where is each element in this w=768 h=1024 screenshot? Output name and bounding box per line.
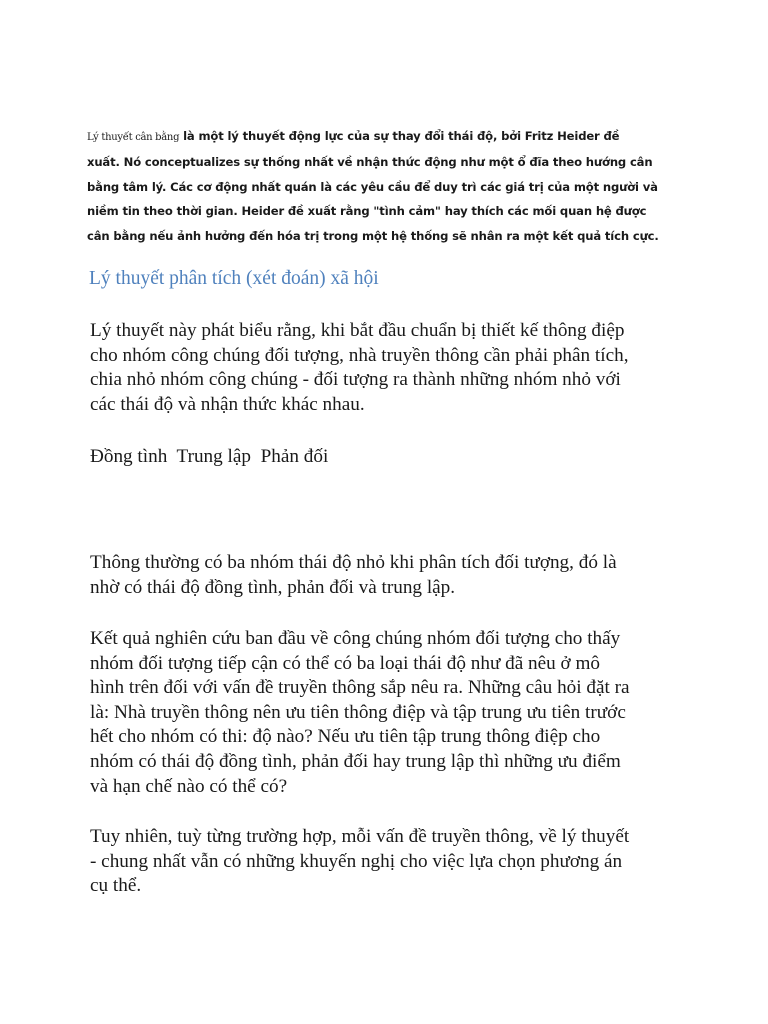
paragraph-groups [90, 551, 705, 600]
paragraph-theory [90, 319, 705, 417]
intro-line: niềm tin theo thời gian. Heider đề xuất rằng "tình cảm" hay thích các mối quan hệ được [87, 204, 647, 219]
paragraph-line: nhóm đối tượng tiếp cận có thể có ba loại thái độ như đã nêu ở mô [90, 652, 601, 674]
paragraph-recommendation [90, 825, 705, 899]
paragraph-line: Tuy nhiên, tuỳ từng trường hợp, mỗi vấn đề truyền thông, về lý thuyết [90, 826, 630, 847]
paragraph-line: Thông thường có ba nhóm thái độ nhỏ khi phân tích đối tượng, đó là [90, 552, 617, 573]
paragraph-line: cho nhóm công chúng đối tượng, nhà truyền thông cần phải phân tích, [90, 344, 629, 366]
intro-line: xuất. Nó conceptualizes sự thống nhất về nhận thức động như một ổ đĩa theo hướng cân [87, 155, 653, 170]
paragraph-research [90, 627, 705, 799]
paragraph-line: Kết quả nghiên cứu ban đầu về công chúng nhóm đối tượng cho thấy [90, 628, 621, 649]
paragraph-line: các thái độ và nhận thức khác nhau. [90, 393, 365, 415]
paragraph-line: và hạn chế nào có thể có? [90, 775, 288, 797]
intro-line-text: là một lý thuyết động lực của sự thay đổi thái độ, bởi Fritz Heider đề [179, 129, 620, 143]
attitude-labels: Đồng tình Trung lập Phản đối [90, 446, 329, 467]
intro-lead-term: Lý thuyết cân bằng [87, 132, 180, 143]
intro-paragraph [87, 124, 687, 248]
paragraph-line: - chung nhất vẫn có những khuyến nghị cho việc lựa chọn phương án [90, 850, 623, 872]
paragraph-line: chia nhỏ nhóm công chúng - đối tượng ra thành những nhóm nhỏ với [90, 369, 621, 391]
paragraph-line: hình trên đối với vấn đề truyền thông sắp nêu ra. Những câu hỏi đặt ra [90, 677, 630, 699]
paragraph-line: nhóm có thái độ đồng tình, phản đối hay trung lập thì những ưu điểm [90, 750, 621, 772]
paragraph-line: Lý thuyết này phát biểu rằng, khi bắt đầu chuẩn bị thiết kế thông điệp [90, 320, 625, 341]
paragraph-line: là: Nhà truyền thông nên ưu tiên thông điệp và tập trung ưu tiên trước [90, 701, 626, 723]
paragraph-line: cụ thể. [90, 875, 142, 897]
intro-line [87, 124, 687, 150]
intro-line: cân bằng nếu ảnh hưởng đến hóa trị trong một hệ thống sẽ nhân ra một kết quả tích cực. [87, 228, 659, 243]
paragraph-line: hết cho nhóm có thi: độ nào? Nếu ưu tiên tập trung thông điệp cho [90, 726, 601, 748]
paragraph-line: nhờ có thái độ đồng tình, phản đối và trung lập. [90, 576, 456, 598]
intro-line: bằng tâm lý. Các cơ động nhất quán là các yêu cầu để duy trì các giá trị của một người và [87, 179, 658, 194]
section-heading: Lý thuyết phân tích (xét đoán) xã hội [89, 268, 379, 289]
